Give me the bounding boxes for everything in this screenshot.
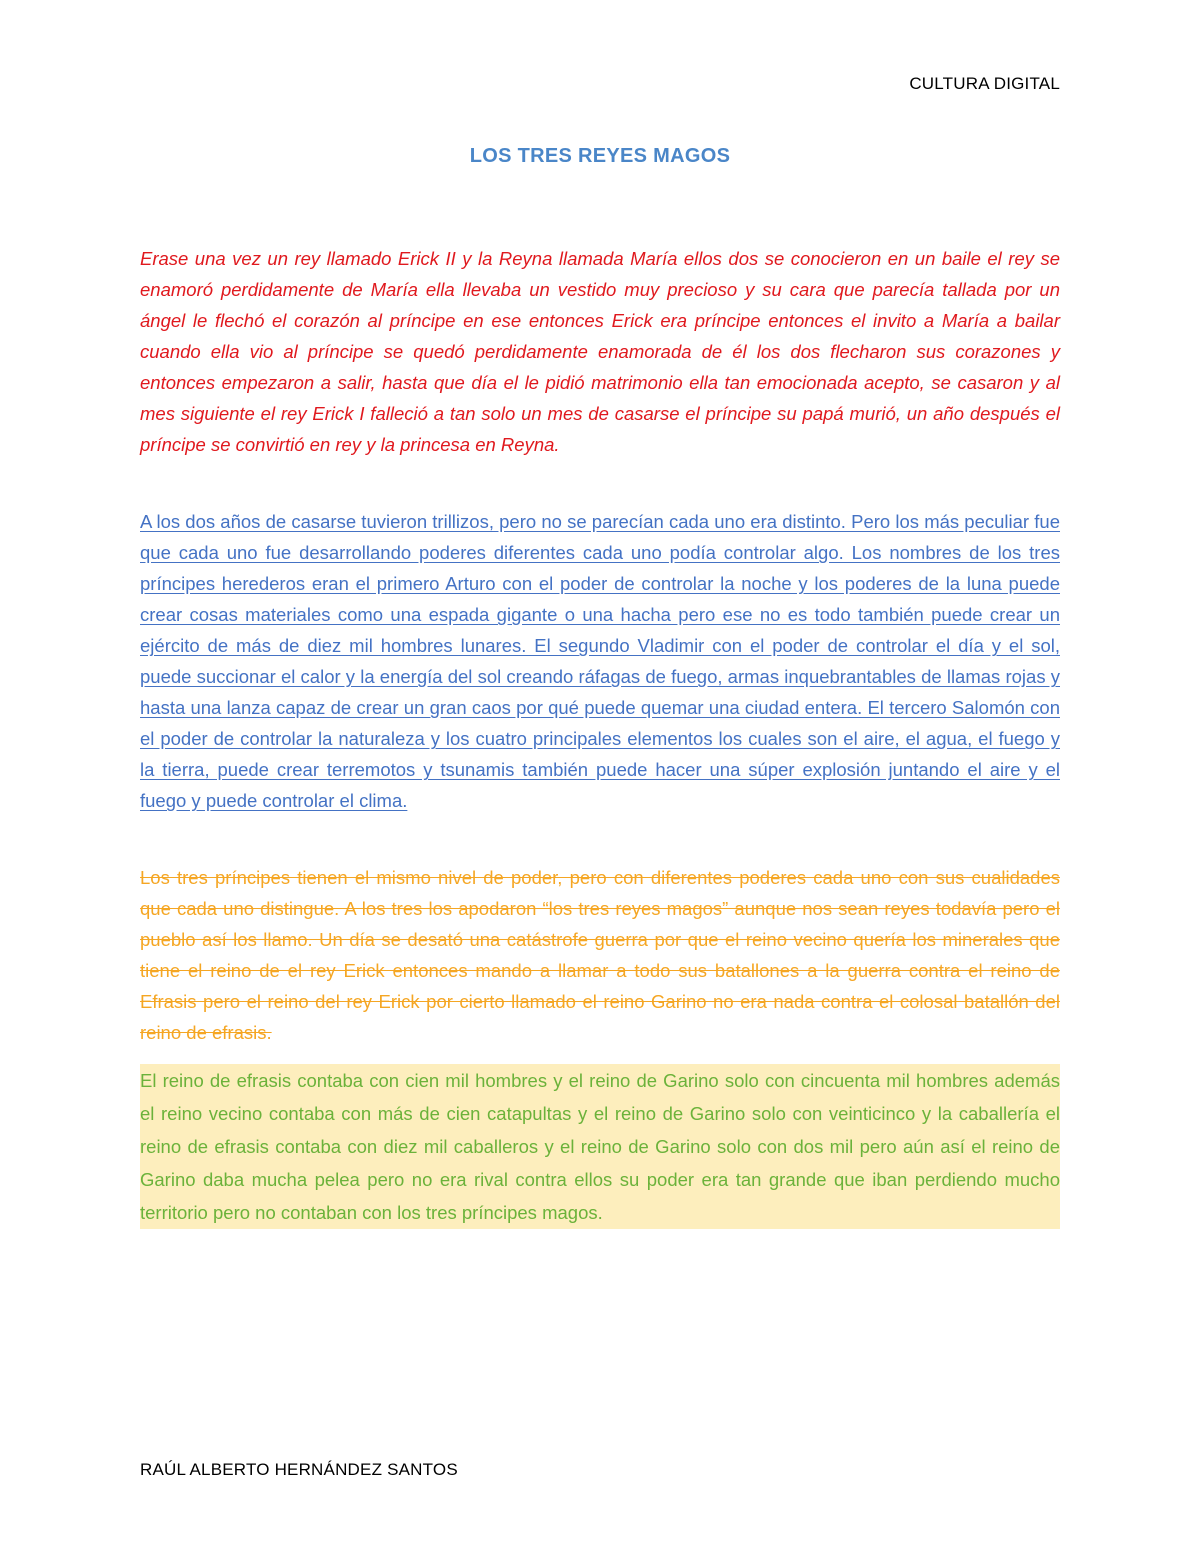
document-title: LOS TRES REYES MAGOS: [469, 145, 731, 167]
page-footer-author: RAÚL ALBERTO HERNÁNDEZ SANTOS: [140, 1460, 458, 1479]
paragraph-3: Los tres príncipes tienen el mismo nivel de poder, pero con diferentes poderes cada uno con sus cualidades que cada uno distingue. A los tres los apodaron “los tres reyes magos” aunque nos sean reyes todavía pero el pueblo así los llamo. Un día se desató una catástrofe guerra por que el reino vecino quería los minerales que tiene el reino de el rey Erick entonces mando a llamar a todo sus batallones a la guerra contra el reino de Efrasis pero el reino del rey Erick por cierto llamado el reino Garino no era nada contra el colosal batallón del reino de efrasis.: [140, 867, 1060, 1043]
paragraph-2: A los dos años de casarse tuvieron trillizos, pero no se parecían cada uno era distinto. Pero los más peculiar fue que cada uno fue desarrollando poderes diferentes cada uno podía controlar algo. Los nombres de los tres príncipes herederos eran el primero Arturo con el poder de controlar la noche y los poderes de la luna puede crear cosas materiales como una espada gigante o una hacha pero ese no es todo también puede crear un ejército de más de diez mil hombres lunares. El segundo Vladimir con el poder de controlar el día y el sol, puede succionar el calor y la energía del sol creando ráfagas de fuego, armas inquebrantables de llamas rojas y hasta una lanza capaz de crear un gran caos por qué puede quemar una ciudad entera. El tercero Salomón con el poder de controlar la naturaleza y los cuatro principales elementos los cuales son el aire, el agua, el fuego y la tierra, puede crear terremotos y tsunamis también puede hacer una súper explosión juntando el aire y el fuego y puede controlar el clima.: [140, 511, 1060, 811]
page-header-course: CULTURA DIGITAL: [909, 74, 1060, 93]
paragraph-4: El reino de efrasis contaba con cien mil hombres y el reino de Garino solo con cincuenta mil hombres además el reino vecino contaba con más de cien catapultas y el reino de Garino solo con veinticinco y la caballería el reino de efrasis contaba con diez mil caballeros y el reino de Garino solo con dos mil pero aún así el reino de Garino daba mucha pelea pero no era rival contra ellos su poder era tan grande que iban perdiendo mucho territorio pero no contaban con los tres príncipes magos.: [140, 1064, 1060, 1229]
paragraph-1: Erase una vez un rey llamado Erick II y la Reyna llamada María ellos dos se conocieron en un baile el rey se enamoró perdidamente de María ella llevaba un vestido muy precioso y su cara que parecía tallada por un ángel le flechó el corazón al príncipe en ese entonces Erick era príncipe entonces el invito a María a bailar cuando ella vio al príncipe se quedó perdidamente enamorada de él los dos flecharon sus corazones y entonces empezaron a salir, hasta que día el le pidió matrimonio ella tan emocionada acepto, se casaron y al mes siguiente el rey Erick I falleció a tan solo un mes de casarse el príncipe su papá murió, un año después el príncipe se convirtió en rey y la princesa en Reyna.: [140, 248, 1060, 455]
